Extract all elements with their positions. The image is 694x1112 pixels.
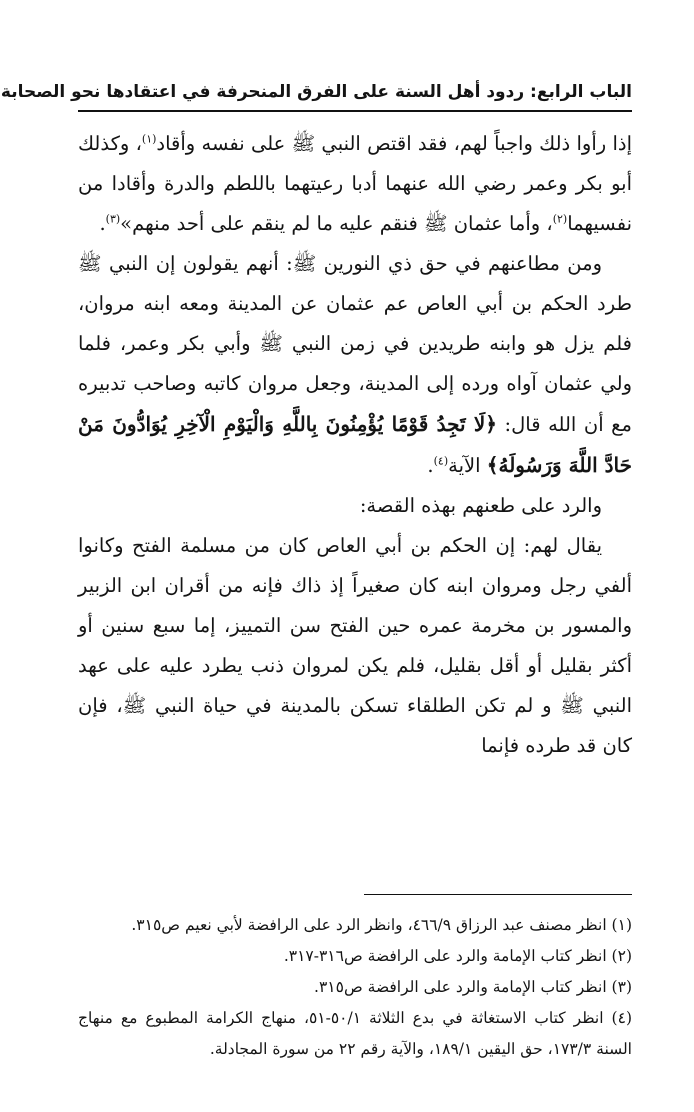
text-run: ومن مطاعنهم في حق ذي النورين ﷺ: أنهم يقولون إن النبي ﷺ طرد الحكم بن أبي العاص عم عثمان عن المدينة ومعه ابنه مروان، فلم يزل هو وابنه طريدين في زمن النبي ﷺ وأبي بكر وعمر، فلما ولي عثمان آواه ورده إلى المدينة، وجعل مروان كاتبه وصاحب تدبيره مع أن الله قال: — [78, 252, 632, 436]
footnotes — [78, 910, 632, 1065]
footnote: (٢) انظر كتاب الإمامة والرد على الرافضة ص٣١٦-٣١٧. — [283, 947, 632, 965]
paragraph — [78, 486, 632, 526]
text-run: ، وكذلك أبو بكر وعمر رضي الله عنهما أدبا رعيتهما باللطم والدرة وأقادا من نفسيهما — [78, 132, 632, 235]
footnote-rule — [364, 894, 632, 895]
text-run: والرد على طعنهم بهذه القصة: — [359, 494, 602, 517]
paragraph — [78, 124, 632, 244]
text-run: ، وأما عثمان ﷺ فنقم عليه ما لم ينقم على أحد منهم» — [120, 212, 553, 235]
main-text — [78, 124, 632, 766]
page-header — [0, 72, 632, 108]
running-title: الباب الرابع: ردود أهل السنة على الفرق المنحرفة في اعتقادها نحو الصحابة — [0, 82, 632, 102]
paragraph — [78, 526, 632, 766]
text-run: إذا رأوا ذلك واجباً لهم، فقد اقتص النبي ﷺ على نفسه وأقاد — [156, 132, 632, 155]
footnote-ref: (٤) — [433, 454, 449, 468]
text-run: الآية — [448, 454, 487, 477]
footnote: (٤) انظر كتاب الاستغاثة في بدع الثلاثة ٥٠/١-٥١، منهاج الكرامة المطبوع مع منهاج السنة ١٧٣/٣، حق اليقين ١٨٩/١، والآية رقم ٢٢ من سورة المجادلة. — [78, 1009, 632, 1058]
text-run: . — [99, 212, 106, 235]
text-run: يقال لهم: إن الحكم بن أبي العاص كان من مسلمة الفتح وكانوا ألفي رجل ومروان ابنه كان صغيراً إذ ذاك فإنه من أقران ابن الزبير والمسور بن مخرمة عمره حين الفتح سن التمييز، إما سبع سنين أو أكثر بقليل أو أقل بقليل، فلم يكن لمروان ذنب يطرد عليه على عهد النبي ﷺ و لم تكن الطلقاء تسكن بالمدينة في حياة النبي ﷺ، فإن كان قد طرده فإنما — [78, 534, 632, 757]
header-rule — [78, 110, 632, 112]
quran-verse: ﴿لَا تَجِدُ قَوْمًا يُؤْمِنُونَ بِاللَّهِ وَالْيَوْمِ الْآخِرِ يُوَادُّونَ مَنْ حَادَّ اللَّهَ وَرَسُولَهُ﴾ — [78, 412, 632, 477]
footnote-ref: (٣) — [105, 212, 121, 226]
paragraph — [78, 244, 632, 486]
text-run: . — [427, 454, 434, 477]
book-page — [0, 72, 632, 1072]
footnote-ref: (٢) — [552, 212, 568, 226]
footnote: (١) انظر مصنف عبد الرزاق ٤٦٦/٩، وانظر الرد على الرافضة لأبي نعيم ص٣١٥. — [131, 916, 632, 934]
footnote: (٣) انظر كتاب الإمامة والرد على الرافضة ص٣١٥. — [314, 978, 632, 996]
footnote-ref: (١) — [141, 132, 157, 146]
